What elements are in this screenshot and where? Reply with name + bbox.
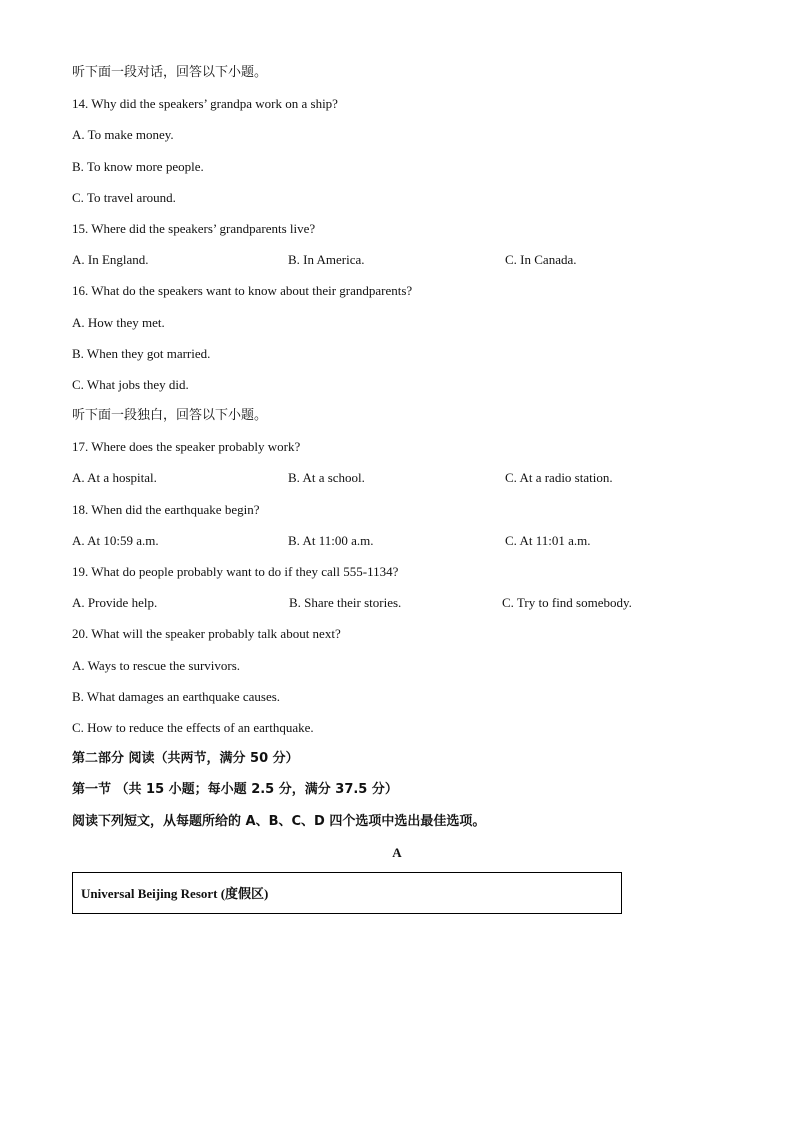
question-15-stem: 15. Where did the speakers’ grandparents live? [72, 220, 316, 236]
passage-title: Universal Beijing Resort (度假区) [81, 886, 269, 902]
part-two-heading: 第二部分 阅读（共两节，满分 50 分） [72, 751, 299, 767]
question-16-option-c: C. What jobs they did. [72, 376, 189, 392]
question-14-option-a: A. To make money. [72, 127, 174, 143]
section-one-heading: 第一节 （共 15 小题；每小题 2.5 分，满分 37.5 分） [72, 782, 398, 798]
question-18-stem: 18. When did the earthquake begin? [72, 501, 260, 517]
question-18-option-b: B. At 11:00 a.m. [288, 532, 374, 548]
question-15-options [72, 251, 722, 269]
question-20-stem: 20. What will the speaker probably talk about next? [72, 626, 341, 642]
question-17-stem: 17. Where does the speaker probably work? [72, 439, 301, 455]
question-14-stem: 14. Why did the speakers’ grandpa work on a ship? [72, 96, 338, 112]
question-16-option-b: B. When they got married. [72, 345, 211, 361]
section-instruction-monologue: 听下面一段独白，回答以下小题。 [72, 408, 268, 424]
question-15-option-b: B. In America. [288, 252, 365, 268]
question-16-option-a: A. How they met. [72, 314, 165, 330]
question-20-option-b: B. What damages an earthquake causes. [72, 688, 281, 704]
passage-title-box [72, 872, 622, 914]
question-20-option-a: A. Ways to rescue the survivors. [72, 657, 241, 673]
exam-page [72, 64, 722, 914]
question-19-option-a: A. Provide help. [72, 595, 158, 611]
question-19-option-b: B. Share their stories. [289, 595, 402, 611]
question-18-option-c: C. At 11:01 a.m. [505, 532, 591, 548]
question-19-option-c: C. Try to find somebody. [502, 595, 632, 611]
question-18-options [72, 532, 722, 550]
section-instruction-dialog: 听下面一段对话，回答以下小题。 [72, 65, 268, 80]
question-17-option-b: B. At a school. [288, 470, 365, 486]
question-20-option-c: C. How to reduce the effects of an earthquake. [72, 719, 314, 735]
question-15-option-a: A. In England. [72, 252, 149, 268]
question-16-stem: 16. What do the speakers want to know about their grandparents? [72, 283, 413, 299]
passage-letter: A [392, 844, 402, 860]
question-14-option-b: B. To know more people. [72, 158, 204, 174]
question-18-option-a: A. At 10:59 a.m. [72, 532, 159, 548]
question-19-options [72, 594, 722, 612]
question-15-option-c: C. In Canada. [505, 252, 577, 268]
question-14-option-c: C. To travel around. [72, 189, 176, 205]
question-19-stem: 19. What do people probably want to do if they call 555-1134? [72, 564, 399, 579]
question-17-option-c: C. At a radio station. [505, 470, 613, 486]
reading-instruction: 阅读下列短文，从每题所给的 A、B、C、D 四个选项中选出最佳选项。 [72, 813, 486, 829]
question-17-option-a: A. At a hospital. [72, 470, 157, 486]
question-17-options [72, 469, 722, 487]
